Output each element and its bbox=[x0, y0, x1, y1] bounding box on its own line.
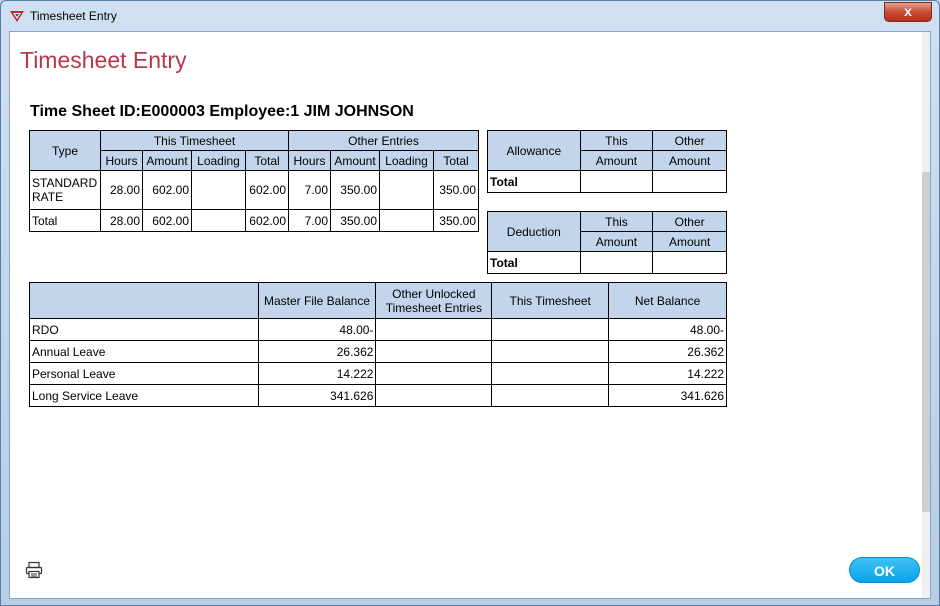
col-header: Total bbox=[246, 151, 289, 171]
allowance-header: Allowance bbox=[488, 131, 581, 171]
col-header: Loading bbox=[380, 151, 434, 171]
master-balance: 341.626 bbox=[258, 385, 376, 407]
leave-type-header bbox=[30, 283, 259, 319]
col-header: Amount bbox=[580, 151, 653, 171]
deduction-header: Deduction bbox=[488, 212, 581, 252]
value-cell bbox=[192, 171, 246, 210]
value-cell: 350.00 bbox=[331, 171, 380, 210]
this-timesheet bbox=[492, 319, 609, 341]
net-balance: 341.626 bbox=[609, 385, 727, 407]
this-timesheet-header: This Timesheet bbox=[492, 283, 609, 319]
other-unlocked bbox=[376, 341, 492, 363]
net-balance-header: Net Balance bbox=[609, 283, 727, 319]
value-cell: 602.00 bbox=[143, 171, 192, 210]
total-label: Total bbox=[30, 210, 101, 232]
col-header: This bbox=[580, 212, 653, 232]
leave-name: Annual Leave bbox=[30, 341, 259, 363]
table-row bbox=[30, 363, 727, 385]
value-cell: 350.00 bbox=[434, 171, 479, 210]
col-header: Other bbox=[653, 212, 727, 232]
title-bar[interactable] bbox=[1, 1, 939, 31]
value-cell: 7.00 bbox=[289, 171, 331, 210]
col-header: Amount bbox=[653, 151, 727, 171]
leave-name: Personal Leave bbox=[30, 363, 259, 385]
app-logo-icon bbox=[9, 9, 25, 23]
total-cell: 350.00 bbox=[434, 210, 479, 232]
type-cell: STANDARD RATE bbox=[30, 171, 101, 210]
other-unlocked-header: Other Unlocked Timesheet Entries bbox=[376, 283, 492, 319]
timesheet-table bbox=[29, 130, 479, 232]
total-row bbox=[488, 171, 727, 193]
value-cell: 28.00 bbox=[101, 171, 143, 210]
total-cell bbox=[653, 171, 727, 193]
col-header: Amount bbox=[143, 151, 192, 171]
table-row bbox=[30, 319, 727, 341]
total-label: Total bbox=[488, 171, 581, 193]
total-cell bbox=[192, 210, 246, 232]
table-row bbox=[30, 385, 727, 407]
col-header: Loading bbox=[192, 151, 246, 171]
col-header: Amount bbox=[653, 232, 727, 252]
this-timesheet bbox=[492, 363, 609, 385]
col-header: Other bbox=[653, 131, 727, 151]
page-heading: Timesheet Entry bbox=[20, 47, 187, 73]
total-row bbox=[488, 252, 727, 274]
total-cell bbox=[580, 252, 653, 274]
table-row bbox=[30, 171, 479, 210]
printer-icon[interactable] bbox=[25, 561, 43, 579]
dialog-content bbox=[9, 31, 931, 599]
net-balance: 26.362 bbox=[609, 341, 727, 363]
leave-name: RDO bbox=[30, 319, 259, 341]
total-label: Total bbox=[488, 252, 581, 274]
col-header: Hours bbox=[101, 151, 143, 171]
total-cell: 602.00 bbox=[246, 210, 289, 232]
total-cell bbox=[580, 171, 653, 193]
master-balance-header: Master File Balance bbox=[258, 283, 376, 319]
master-balance: 14.222 bbox=[258, 363, 376, 385]
total-cell bbox=[653, 252, 727, 274]
col-header: Total bbox=[434, 151, 479, 171]
other-unlocked bbox=[376, 385, 492, 407]
this-timesheet-header: This Timesheet bbox=[101, 131, 289, 151]
type-header: Type bbox=[30, 131, 101, 171]
net-balance: 48.00- bbox=[609, 319, 727, 341]
value-cell bbox=[380, 171, 434, 210]
allowance-table bbox=[487, 130, 727, 193]
total-cell: 602.00 bbox=[143, 210, 192, 232]
scrollbar-thumb[interactable] bbox=[922, 172, 930, 512]
master-balance: 48.00- bbox=[258, 319, 376, 341]
leave-balance-table bbox=[29, 282, 727, 407]
total-cell: 7.00 bbox=[289, 210, 331, 232]
col-header: This bbox=[580, 131, 653, 151]
total-cell bbox=[380, 210, 434, 232]
net-balance: 14.222 bbox=[609, 363, 727, 385]
other-unlocked bbox=[376, 319, 492, 341]
total-cell: 28.00 bbox=[101, 210, 143, 232]
vertical-scrollbar[interactable] bbox=[922, 32, 930, 598]
leave-name: Long Service Leave bbox=[30, 385, 259, 407]
other-unlocked bbox=[376, 363, 492, 385]
table-row bbox=[30, 341, 727, 363]
master-balance: 26.362 bbox=[258, 341, 376, 363]
this-timesheet bbox=[492, 385, 609, 407]
value-cell: 602.00 bbox=[246, 171, 289, 210]
this-timesheet bbox=[492, 341, 609, 363]
total-row bbox=[30, 210, 479, 232]
close-button[interactable]: x bbox=[884, 2, 932, 22]
sheet-title: Time Sheet ID:E000003 Employee:1 JIM JOHNSON bbox=[30, 103, 414, 120]
total-cell: 350.00 bbox=[331, 210, 380, 232]
ok-button[interactable]: OK bbox=[849, 557, 920, 583]
window-title: Timesheet Entry bbox=[30, 9, 117, 23]
col-header: Amount bbox=[331, 151, 380, 171]
col-header: Hours bbox=[289, 151, 331, 171]
col-header: Amount bbox=[580, 232, 653, 252]
deduction-table bbox=[487, 211, 727, 274]
other-entries-header: Other Entries bbox=[289, 131, 479, 151]
